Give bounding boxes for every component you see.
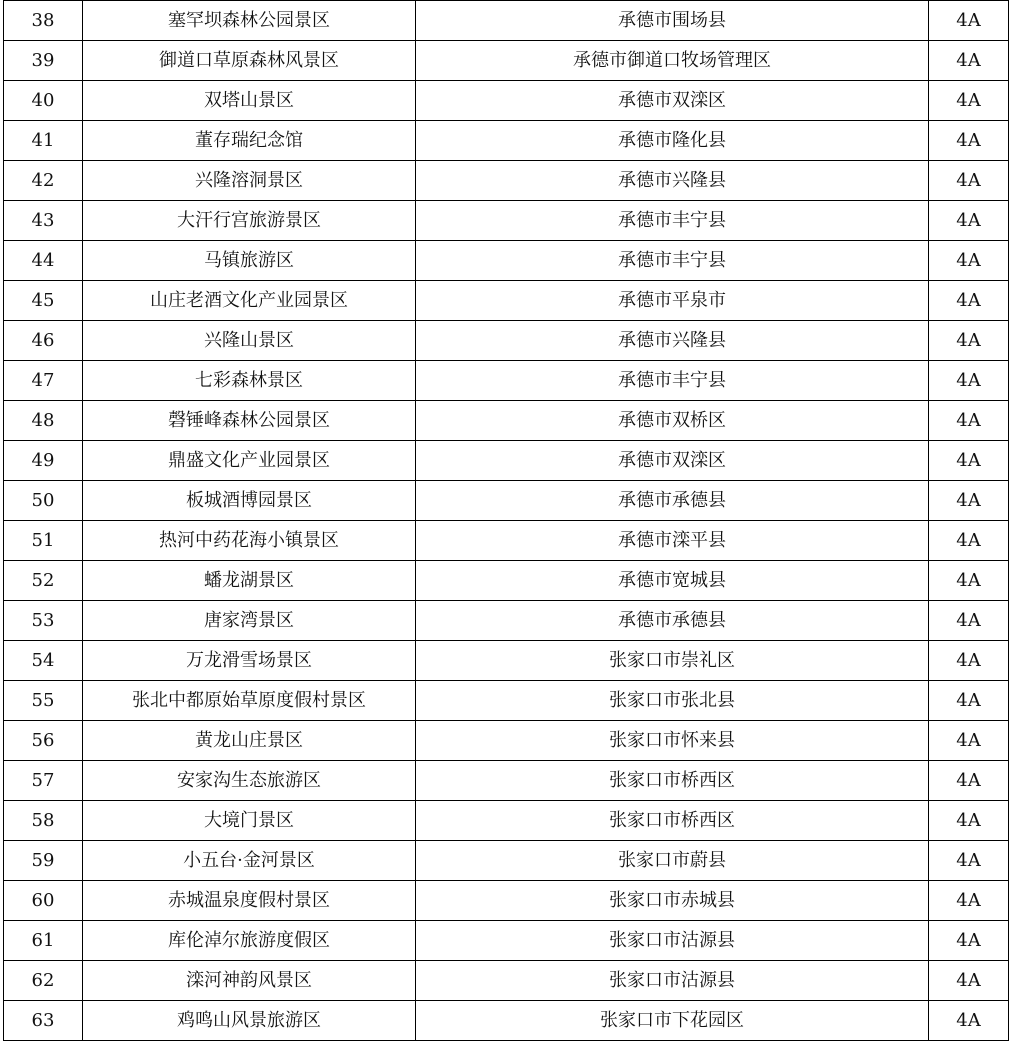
location-cell: 张家口市桥西区 — [416, 761, 929, 801]
row-number-cell: 62 — [4, 961, 83, 1001]
scenic-name-cell: 兴隆溶洞景区 — [83, 161, 416, 201]
scenic-name-cell: 板城酒博园景区 — [83, 481, 416, 521]
level-cell: 4A — [929, 401, 1009, 441]
scenic-name-cell: 七彩森林景区 — [83, 361, 416, 401]
location-cell: 张家口市沽源县 — [416, 921, 929, 961]
row-number-cell: 47 — [4, 361, 83, 401]
row-number-cell: 48 — [4, 401, 83, 441]
location-cell: 张家口市张北县 — [416, 681, 929, 721]
row-number-cell: 61 — [4, 921, 83, 961]
level-cell: 4A — [929, 681, 1009, 721]
row-number-cell: 49 — [4, 441, 83, 481]
table-row — [4, 641, 1009, 681]
table-row — [4, 841, 1009, 881]
level-cell: 4A — [929, 841, 1009, 881]
level-cell: 4A — [929, 481, 1009, 521]
scenic-name-cell: 御道口草原森林风景区 — [83, 41, 416, 81]
location-cell: 承德市丰宁县 — [416, 361, 929, 401]
table-row — [4, 41, 1009, 81]
level-cell: 4A — [929, 361, 1009, 401]
table-row — [4, 881, 1009, 921]
level-cell: 4A — [929, 201, 1009, 241]
table-row — [4, 761, 1009, 801]
level-cell: 4A — [929, 561, 1009, 601]
scenic-name-cell: 唐家湾景区 — [83, 601, 416, 641]
table-row — [4, 481, 1009, 521]
location-cell: 承德市宽城县 — [416, 561, 929, 601]
level-cell: 4A — [929, 721, 1009, 761]
row-number-cell: 59 — [4, 841, 83, 881]
location-cell: 承德市滦平县 — [416, 521, 929, 561]
table-row — [4, 241, 1009, 281]
level-cell: 4A — [929, 881, 1009, 921]
level-cell: 4A — [929, 641, 1009, 681]
table-row — [4, 561, 1009, 601]
table-row — [4, 681, 1009, 721]
row-number-cell: 44 — [4, 241, 83, 281]
scenic-area-table — [3, 0, 1009, 1041]
table-row — [4, 961, 1009, 1001]
row-number-cell: 63 — [4, 1001, 83, 1041]
level-cell: 4A — [929, 81, 1009, 121]
location-cell: 张家口市怀来县 — [416, 721, 929, 761]
table-row — [4, 81, 1009, 121]
row-number-cell: 38 — [4, 1, 83, 41]
location-cell: 承德市双滦区 — [416, 81, 929, 121]
level-cell: 4A — [929, 241, 1009, 281]
location-cell: 承德市兴隆县 — [416, 321, 929, 361]
scenic-name-cell: 安家沟生态旅游区 — [83, 761, 416, 801]
table-row — [4, 601, 1009, 641]
table-row — [4, 921, 1009, 961]
row-number-cell: 55 — [4, 681, 83, 721]
level-cell: 4A — [929, 1001, 1009, 1041]
table-row — [4, 1, 1009, 41]
scenic-name-cell: 山庄老酒文化产业园景区 — [83, 281, 416, 321]
table-row — [4, 321, 1009, 361]
location-cell: 承德市兴隆县 — [416, 161, 929, 201]
level-cell: 4A — [929, 921, 1009, 961]
row-number-cell: 45 — [4, 281, 83, 321]
row-number-cell: 40 — [4, 81, 83, 121]
scenic-name-cell: 董存瑞纪念馆 — [83, 121, 416, 161]
row-number-cell: 52 — [4, 561, 83, 601]
scenic-name-cell: 鼎盛文化产业园景区 — [83, 441, 416, 481]
table-row — [4, 1001, 1009, 1041]
row-number-cell: 42 — [4, 161, 83, 201]
row-number-cell: 53 — [4, 601, 83, 641]
scenic-name-cell: 蟠龙湖景区 — [83, 561, 416, 601]
location-cell: 张家口市沽源县 — [416, 961, 929, 1001]
scenic-name-cell: 万龙滑雪场景区 — [83, 641, 416, 681]
level-cell: 4A — [929, 961, 1009, 1001]
location-cell: 承德市平泉市 — [416, 281, 929, 321]
level-cell: 4A — [929, 161, 1009, 201]
location-cell: 张家口市蔚县 — [416, 841, 929, 881]
scenic-name-cell: 塞罕坝森林公园景区 — [83, 1, 416, 41]
row-number-cell: 54 — [4, 641, 83, 681]
table-row — [4, 721, 1009, 761]
scenic-name-cell: 小五台·金河景区 — [83, 841, 416, 881]
location-cell: 张家口市桥西区 — [416, 801, 929, 841]
row-number-cell: 56 — [4, 721, 83, 761]
location-cell: 承德市承德县 — [416, 601, 929, 641]
level-cell: 4A — [929, 321, 1009, 361]
scenic-name-cell: 鸡鸣山风景旅游区 — [83, 1001, 416, 1041]
location-cell: 承德市承德县 — [416, 481, 929, 521]
scenic-name-cell: 滦河神韵风景区 — [83, 961, 416, 1001]
scenic-name-cell: 黄龙山庄景区 — [83, 721, 416, 761]
row-number-cell: 43 — [4, 201, 83, 241]
location-cell: 张家口市下花园区 — [416, 1001, 929, 1041]
location-cell: 张家口市赤城县 — [416, 881, 929, 921]
level-cell: 4A — [929, 601, 1009, 641]
row-number-cell: 41 — [4, 121, 83, 161]
table-row — [4, 201, 1009, 241]
scenic-name-cell: 库伦淖尔旅游度假区 — [83, 921, 416, 961]
table-row — [4, 361, 1009, 401]
scenic-name-cell: 赤城温泉度假村景区 — [83, 881, 416, 921]
table-row — [4, 441, 1009, 481]
scenic-name-cell: 兴隆山景区 — [83, 321, 416, 361]
scenic-name-cell: 马镇旅游区 — [83, 241, 416, 281]
row-number-cell: 58 — [4, 801, 83, 841]
row-number-cell: 50 — [4, 481, 83, 521]
row-number-cell: 46 — [4, 321, 83, 361]
level-cell: 4A — [929, 41, 1009, 81]
table-row — [4, 281, 1009, 321]
row-number-cell: 39 — [4, 41, 83, 81]
level-cell: 4A — [929, 1, 1009, 41]
location-cell: 承德市围场县 — [416, 1, 929, 41]
row-number-cell: 60 — [4, 881, 83, 921]
level-cell: 4A — [929, 761, 1009, 801]
location-cell: 承德市丰宁县 — [416, 241, 929, 281]
level-cell: 4A — [929, 801, 1009, 841]
location-cell: 承德市双桥区 — [416, 401, 929, 441]
level-cell: 4A — [929, 441, 1009, 481]
row-number-cell: 57 — [4, 761, 83, 801]
table-body — [4, 1, 1009, 1041]
table-row — [4, 401, 1009, 441]
table-row — [4, 121, 1009, 161]
location-cell: 张家口市崇礼区 — [416, 641, 929, 681]
table-row — [4, 521, 1009, 561]
location-cell: 承德市隆化县 — [416, 121, 929, 161]
level-cell: 4A — [929, 281, 1009, 321]
scenic-name-cell: 磬锤峰森林公园景区 — [83, 401, 416, 441]
scenic-name-cell: 大汗行宫旅游景区 — [83, 201, 416, 241]
location-cell: 承德市御道口牧场管理区 — [416, 41, 929, 81]
row-number-cell: 51 — [4, 521, 83, 561]
table-row — [4, 801, 1009, 841]
level-cell: 4A — [929, 521, 1009, 561]
scenic-name-cell: 张北中都原始草原度假村景区 — [83, 681, 416, 721]
scenic-name-cell: 热河中药花海小镇景区 — [83, 521, 416, 561]
scenic-name-cell: 大境门景区 — [83, 801, 416, 841]
location-cell: 承德市丰宁县 — [416, 201, 929, 241]
scenic-name-cell: 双塔山景区 — [83, 81, 416, 121]
location-cell: 承德市双滦区 — [416, 441, 929, 481]
level-cell: 4A — [929, 121, 1009, 161]
table-row — [4, 161, 1009, 201]
